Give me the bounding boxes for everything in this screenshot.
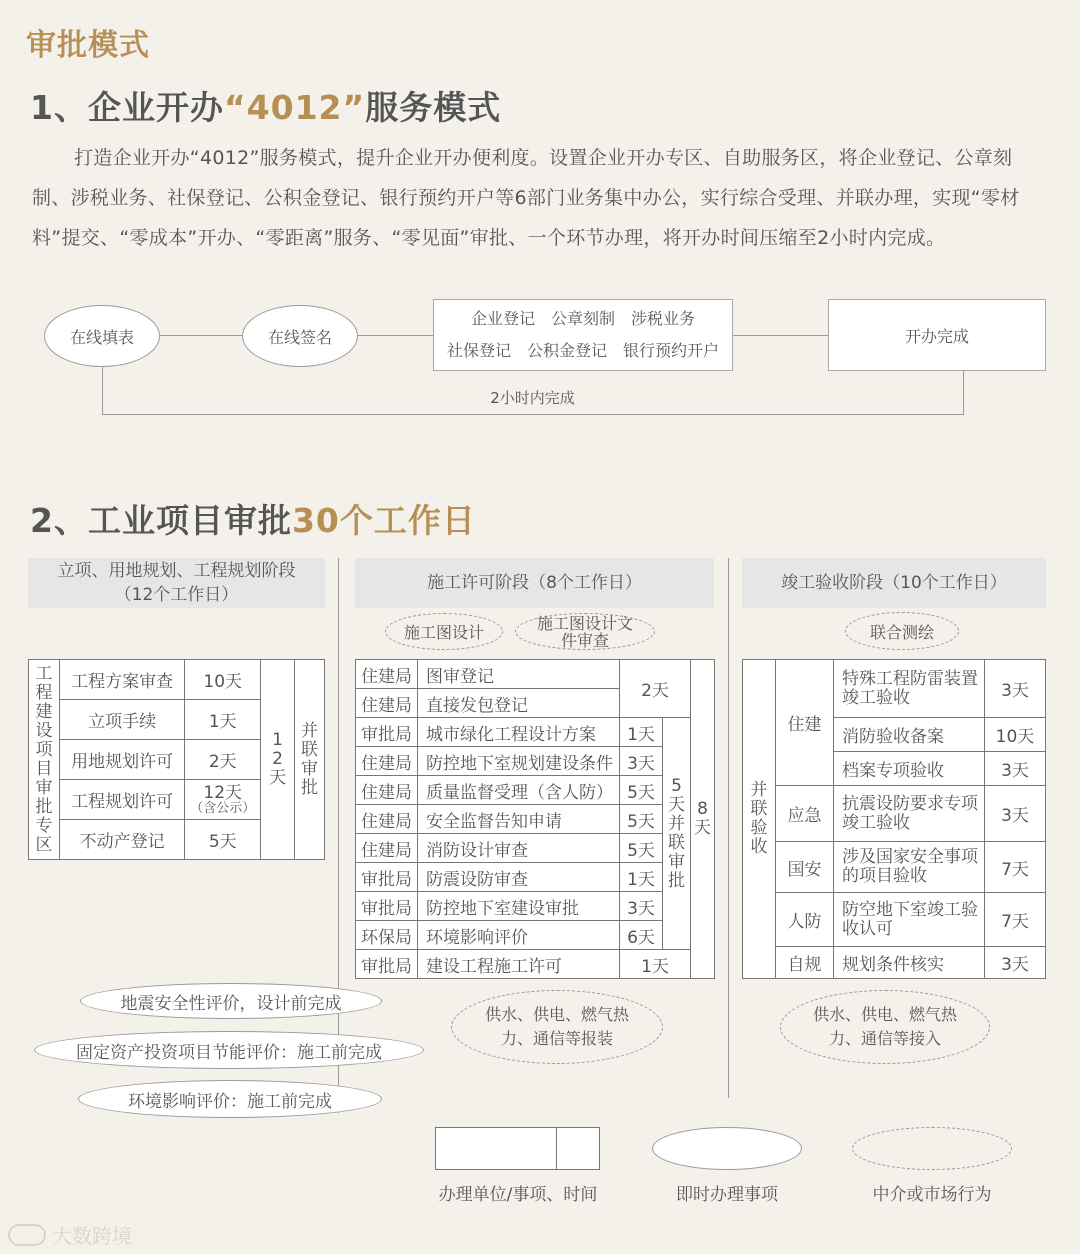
sec2-title: 2、工业项目审批30个工作日 bbox=[30, 501, 476, 540]
table-cell-time: 12天 （含公示） bbox=[185, 780, 261, 820]
table-cell-time: 3天 bbox=[620, 747, 663, 776]
stage1-header bbox=[28, 558, 325, 608]
flow-services-row2: 社保登记 公积金登记 银行预约开户 bbox=[446, 341, 719, 360]
column-divider-2 bbox=[728, 558, 729, 1098]
stage3-intermediary: 联合测绘 bbox=[845, 612, 959, 650]
section-title: 审批模式 bbox=[26, 28, 150, 63]
legend-instant-label: 即时办理事项 bbox=[676, 1185, 778, 1205]
stage3-header: 竣工验收阶段（10个工作日） bbox=[742, 558, 1046, 608]
stage3-utility: 供水、供电、燃气热力、通信等接入 bbox=[780, 990, 990, 1064]
table-cell-time: 3天 bbox=[985, 786, 1046, 842]
table-cell-unit: 人防 bbox=[776, 893, 834, 947]
instant-item-energy: 固定资产投资项目节能评价：施工前完成 bbox=[34, 1031, 424, 1069]
table-cell-unit: 住建局 bbox=[356, 660, 418, 689]
table-cell-item: 消防设计审查 bbox=[418, 834, 620, 863]
table-cell-item: 防空地下室竣工验收认可 bbox=[834, 893, 985, 947]
stage1-table bbox=[28, 659, 325, 860]
table-cell-time: 5天 bbox=[185, 820, 261, 860]
stage3-table bbox=[742, 659, 1046, 979]
table-cell-unit: 住建局 bbox=[356, 689, 418, 718]
stage2-header: 施工许可阶段（8个工作日） bbox=[355, 558, 714, 608]
legend-unit-label: 办理单位/事项、时间 bbox=[438, 1185, 598, 1205]
table-cell-item: 抗震设防要求专项竣工验收 bbox=[834, 786, 985, 842]
table-cell-time: 2天 bbox=[185, 740, 261, 780]
table-cell-time: 5天 bbox=[620, 776, 663, 805]
table-cell-time: 5天 bbox=[620, 805, 663, 834]
table-cell-item: 质量监督受理（含人防） bbox=[418, 776, 620, 805]
table-cell-time: 5天 bbox=[620, 834, 663, 863]
table-cell-item: 规划条件核实 bbox=[834, 947, 985, 979]
table-cell-time: 3天 bbox=[620, 892, 663, 921]
legend-intermediary-label: 中介或市场行为 bbox=[872, 1185, 992, 1205]
table-cell-time: 10天 bbox=[185, 660, 261, 700]
table-cell-time: 3天 bbox=[985, 947, 1046, 979]
flow-bracket-right bbox=[963, 371, 964, 414]
table-cell-unit: 住建局 bbox=[356, 805, 418, 834]
flow-connector-3 bbox=[733, 335, 828, 336]
table-cell-item: 消防验收备案 bbox=[834, 718, 985, 752]
stage1-subtitle: （12个工作日） bbox=[114, 585, 239, 605]
stage2-intermediary-design: 施工图设计 bbox=[385, 613, 503, 650]
table-cell-unit: 国安 bbox=[776, 842, 834, 893]
table-cell-item: 城市绿化工程设计方案 bbox=[418, 718, 620, 747]
table-cell-item: 防控地下室规划建设条件 bbox=[418, 747, 620, 776]
table-cell-item: 立项手续 bbox=[59, 700, 184, 740]
stage1-total: 12天 bbox=[261, 660, 295, 860]
table-cell-time: 10天 bbox=[985, 718, 1046, 752]
table-cell-item: 工程方案审查 bbox=[59, 660, 184, 700]
table-cell-unit: 住建 bbox=[776, 660, 834, 786]
legend-instant-swatch bbox=[652, 1127, 802, 1170]
table-cell-item: 涉及国家安全事项的项目验收 bbox=[834, 842, 985, 893]
stage2-table bbox=[355, 659, 715, 979]
flow-bracket-left bbox=[102, 366, 103, 414]
flow-bracket-bottom bbox=[102, 414, 964, 415]
table-cell-item: 图审登记 bbox=[418, 660, 620, 689]
table-cell-unit: 应急 bbox=[776, 786, 834, 842]
table-cell-unit: 住建局 bbox=[356, 747, 418, 776]
flow-step-sign-online: 在线签名 bbox=[242, 305, 358, 367]
watermark: 大数跨境 bbox=[8, 1220, 132, 1249]
stage2-group-time: 2天 bbox=[620, 660, 691, 718]
stage1-side-label: 工程建设项目审批专区 bbox=[29, 660, 60, 860]
instant-item-environment: 环境影响评价：施工前完成 bbox=[78, 1080, 382, 1118]
table-cell-unit: 自规 bbox=[776, 947, 834, 979]
table-cell-item: 防控地下室建设审批 bbox=[418, 892, 620, 921]
sec1-paragraph: 打造企业开办“4012”服务模式，提升企业开办便利度。设置企业开办专区、自助服务区，将企业登记、公章刻制、涉税业务、社保登记、公积金登记、银行预约开户等6部门业务集中办公，实行综合受理、并联办理，实现“零材料”提交、“零成本”开办、“零距离”服务、“零见面”审批、一个环节办理，将开办时间压缩至2小时内完成。 bbox=[32, 147, 1020, 249]
table-cell-time: 7天 bbox=[985, 842, 1046, 893]
watermark-logo-icon bbox=[8, 1224, 46, 1246]
table-cell-time: 6天 bbox=[620, 921, 663, 950]
flow-services-row1: 企业登记 公章刻制 涉税业务 bbox=[470, 309, 695, 328]
table-cell-item: 特殊工程防雷装置竣工验收 bbox=[834, 660, 985, 718]
table-cell-item: 安全监督告知申请 bbox=[418, 805, 620, 834]
legend-unit-swatch bbox=[435, 1127, 600, 1170]
instant-item-seismic: 地震安全性评价，设计前完成 bbox=[80, 983, 382, 1019]
table-cell-item: 建设工程施工许可 bbox=[418, 950, 620, 979]
table-cell-unit: 审批局 bbox=[356, 863, 418, 892]
table-cell-item: 环境影响评价 bbox=[418, 921, 620, 950]
sec1-title: 1、企业开办“4012”服务模式 bbox=[30, 88, 502, 127]
table-cell-item: 不动产登记 bbox=[59, 820, 184, 860]
stage2-parallel: 5天并联审批 bbox=[663, 718, 691, 950]
stage3-side-label: 并联验收 bbox=[743, 660, 776, 979]
flow-duration-label: 2小时内完成 bbox=[480, 387, 585, 408]
table-cell-time: 1天 bbox=[620, 950, 691, 979]
flow-connector-1 bbox=[160, 335, 244, 336]
table-cell-unit: 审批局 bbox=[356, 892, 418, 921]
flow-step-fill-form: 在线填表 bbox=[44, 305, 160, 367]
table-cell-item: 直接发包登记 bbox=[418, 689, 620, 718]
stage2-intermediary-review: 施工图设计文件审查 bbox=[515, 613, 655, 650]
table-cell-item: 防震设防审查 bbox=[418, 863, 620, 892]
column-divider-1 bbox=[338, 558, 339, 1113]
table-cell-time: 3天 bbox=[985, 660, 1046, 718]
stage2-total: 8天 bbox=[691, 660, 715, 979]
table-cell-time: 3天 bbox=[985, 752, 1046, 786]
table-cell-time: 7天 bbox=[985, 893, 1046, 947]
table-cell-time: 1天 bbox=[185, 700, 261, 740]
table-cell-unit: 审批局 bbox=[356, 718, 418, 747]
table-cell-unit: 审批局 bbox=[356, 950, 418, 979]
table-cell-unit: 住建局 bbox=[356, 776, 418, 805]
table-cell-unit: 住建局 bbox=[356, 834, 418, 863]
stage1-mode: 并联审批 bbox=[295, 660, 325, 860]
flow-connector-2 bbox=[358, 335, 433, 336]
table-cell-item: 工程规划许可 bbox=[59, 780, 184, 820]
table-cell-time: 1天 bbox=[620, 863, 663, 892]
table-cell-item: 档案专项验收 bbox=[834, 752, 985, 786]
flow-done-box: 开办完成 bbox=[828, 299, 1046, 371]
table-cell-time: 1天 bbox=[620, 718, 663, 747]
stage1-title: 立项、用地规划、工程规划阶段 bbox=[57, 561, 296, 581]
stage2-utility: 供水、供电、燃气热力、通信等报装 bbox=[451, 990, 663, 1064]
flow-services-box bbox=[433, 299, 733, 371]
table-cell-item: 用地规划许可 bbox=[59, 740, 184, 780]
legend-intermediary-swatch bbox=[852, 1127, 1012, 1170]
table-cell-unit: 环保局 bbox=[356, 921, 418, 950]
